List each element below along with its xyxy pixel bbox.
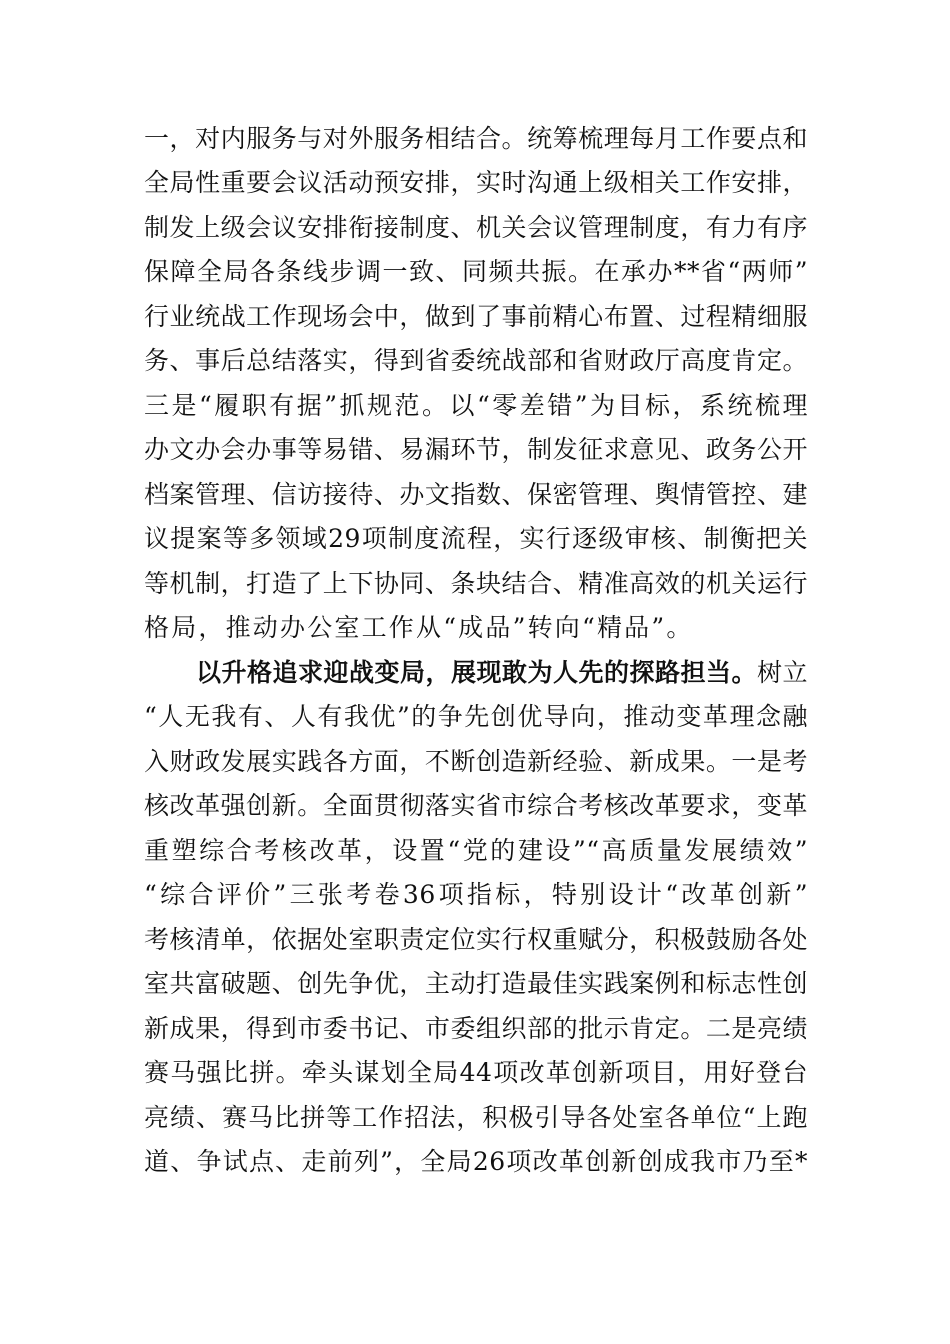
text-line: 室共富破题、创先争优，主动打造最佳实践案例和标志性创 — [144, 969, 808, 998]
text-line: 全局性重要会议活动预安排，实时沟通上级相关工作安排， — [144, 168, 808, 197]
text-line: 一，对内服务与对外服务相结合。统筹梳理每月工作要点和 — [144, 124, 808, 153]
text-line: 行业统战工作现场会中，做到了事前精心布置、过程精细服 — [144, 302, 808, 331]
paragraph-heading: 以升格追求迎战变局，展现敢为人先的探路担当。 — [196, 658, 758, 687]
text-line: 三是“履职有据”抓规范。以“零差错”为目标，系统梳理 — [144, 391, 808, 420]
text-line: 重塑综合考核改革，设置“党的建设”“高质量发展绩效” — [144, 836, 808, 865]
heading-line-rest: 树立 — [757, 658, 809, 687]
text-line: 档案管理、信访接待、办文指数、保密管理、舆情管控、建 — [144, 480, 808, 509]
text-line: “综合评价”三张考卷36项指标，特别设计“改革创新” — [144, 880, 808, 909]
text-line: “人无我有、人有我优”的争先创优导向，推动变革理念融 — [144, 702, 808, 731]
text-line: 道、争试点、走前列”，全局26项改革创新创成我市乃至* — [144, 1147, 808, 1176]
text-line: 新成果，得到市委书记、市委组织部的批示肯定。二是亮绩 — [144, 1014, 808, 1043]
text-line: 核改革强创新。全面贯彻落实省市综合考核改革要求，变革 — [144, 791, 808, 820]
text-line: 保障全局各条线步调一致、同频共振。在承办**省“两师” — [144, 257, 808, 286]
text-line: 考核清单，依据处室职责定位实行权重赋分，积极鼓励各处 — [144, 925, 808, 954]
text-line: 等机制，打造了上下协同、条块结合、精准高效的机关运行 — [144, 569, 808, 598]
paragraph-heading-line — [196, 653, 808, 693]
text-line: 赛马强比拼。牵头谋划全局44项改革创新项目，用好登台 — [144, 1058, 808, 1087]
text-line: 亮绩、赛马比拼等工作招法，积极引导各处室各单位“上跑 — [144, 1103, 808, 1132]
text-line: 办文办会办事等易错、易漏环节，制发征求意见、政务公开 — [144, 435, 808, 464]
text-line: 议提案等多领域29项制度流程，实行逐级审核、制衡把关 — [144, 524, 808, 553]
text-line: 格局，推动办公室工作从“成品”转向“精品”。 — [144, 613, 694, 642]
text-line: 入财政发展实践各方面，不断创造新经验、新成果。一是考 — [144, 747, 808, 776]
text-line: 制发上级会议安排衔接制度、机关会议管理制度，有力有序 — [144, 213, 808, 242]
text-line: 务、事后总结落实，得到省委统战部和省财政厅高度肯定。 — [144, 346, 808, 375]
